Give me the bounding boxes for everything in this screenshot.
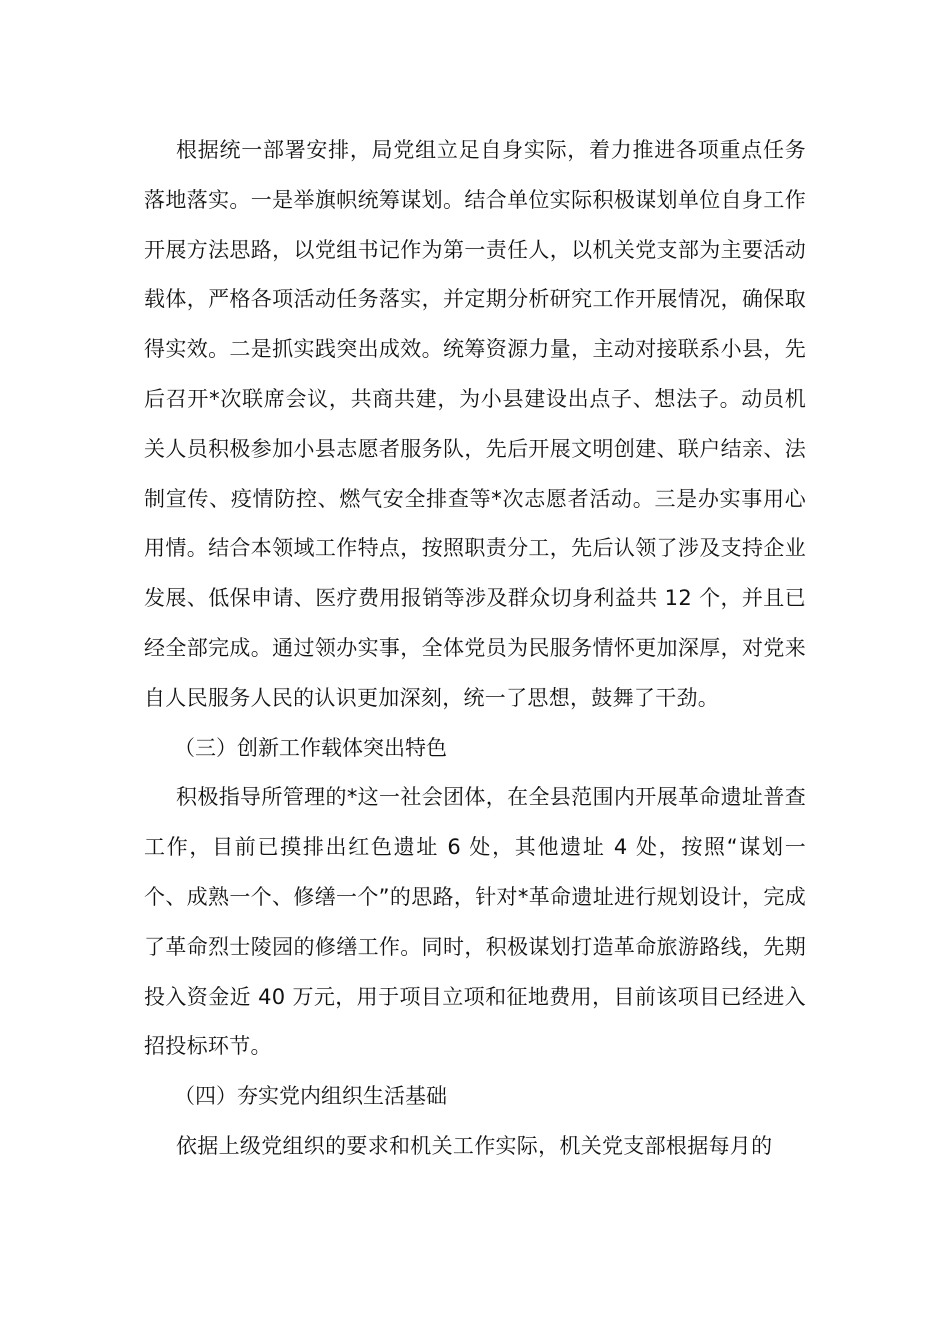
section-heading-4: （四）夯实党内组织生活基础 [174, 1084, 447, 1109]
paragraph-work-implementation: 根据统一部署安排，局党组立足自身实际，着力推进各项重点任务落地落实。一是举旗帜统筹谋划。结合单位实际积极谋划单位自身工作开展方法思路，以党组书记作为第一责任人，以机关党支部为主要活动载体，严格各项活动任务落实，并定期分析研究工作开展情况，确保取得实效。二是抓实践突出成效。统筹资源力量，主动对接联系小县，先后召开*次联席会议，共商共建，为小县建设出点子、想法子。动员机关人员积极参加小县志愿者服务队，先后开展文明创建、联户结亲、法制宣传、疫情防控、燃气安全排查等*次志愿者活动。三是办实事用心用情。结合本领域工作特点，按照职责分工，先后认领了涉及支持企业发展、低保申请、医疗费用报销等涉及群众切身利益共 12 个，并且已经全部完成。通过领办实事，全体党员为民服务情怀更加深厚，对党来自人民服务人民的认识更加深刻，统一了思想，鼓舞了干劲。 [144, 138, 806, 710]
paragraph-party-life: 依据上级党组织的要求和机关工作实际，机关党支部根据每月的 [176, 1133, 773, 1158]
paragraph-revolution-sites: 积极指导所管理的*这一社会团体，在全县范围内开展革命遗址普查工作，目前已摸排出红色遗址 6 处，其他遗址 4 处，按照“谋划一个、成熟一个、修缮一个”的思路，针对*革命遗址进行规划设计，完成了革命烈士陵园的修缮工作。同时，积极谋划打造革命旅游路线，先期投入资金近 40 万元，用于项目立项和征地费用，目前该项目已经进入招投标环节。 [144, 785, 806, 1059]
section-heading-3: （三）创新工作载体突出特色 [174, 735, 447, 760]
document-body [144, 126, 806, 1172]
